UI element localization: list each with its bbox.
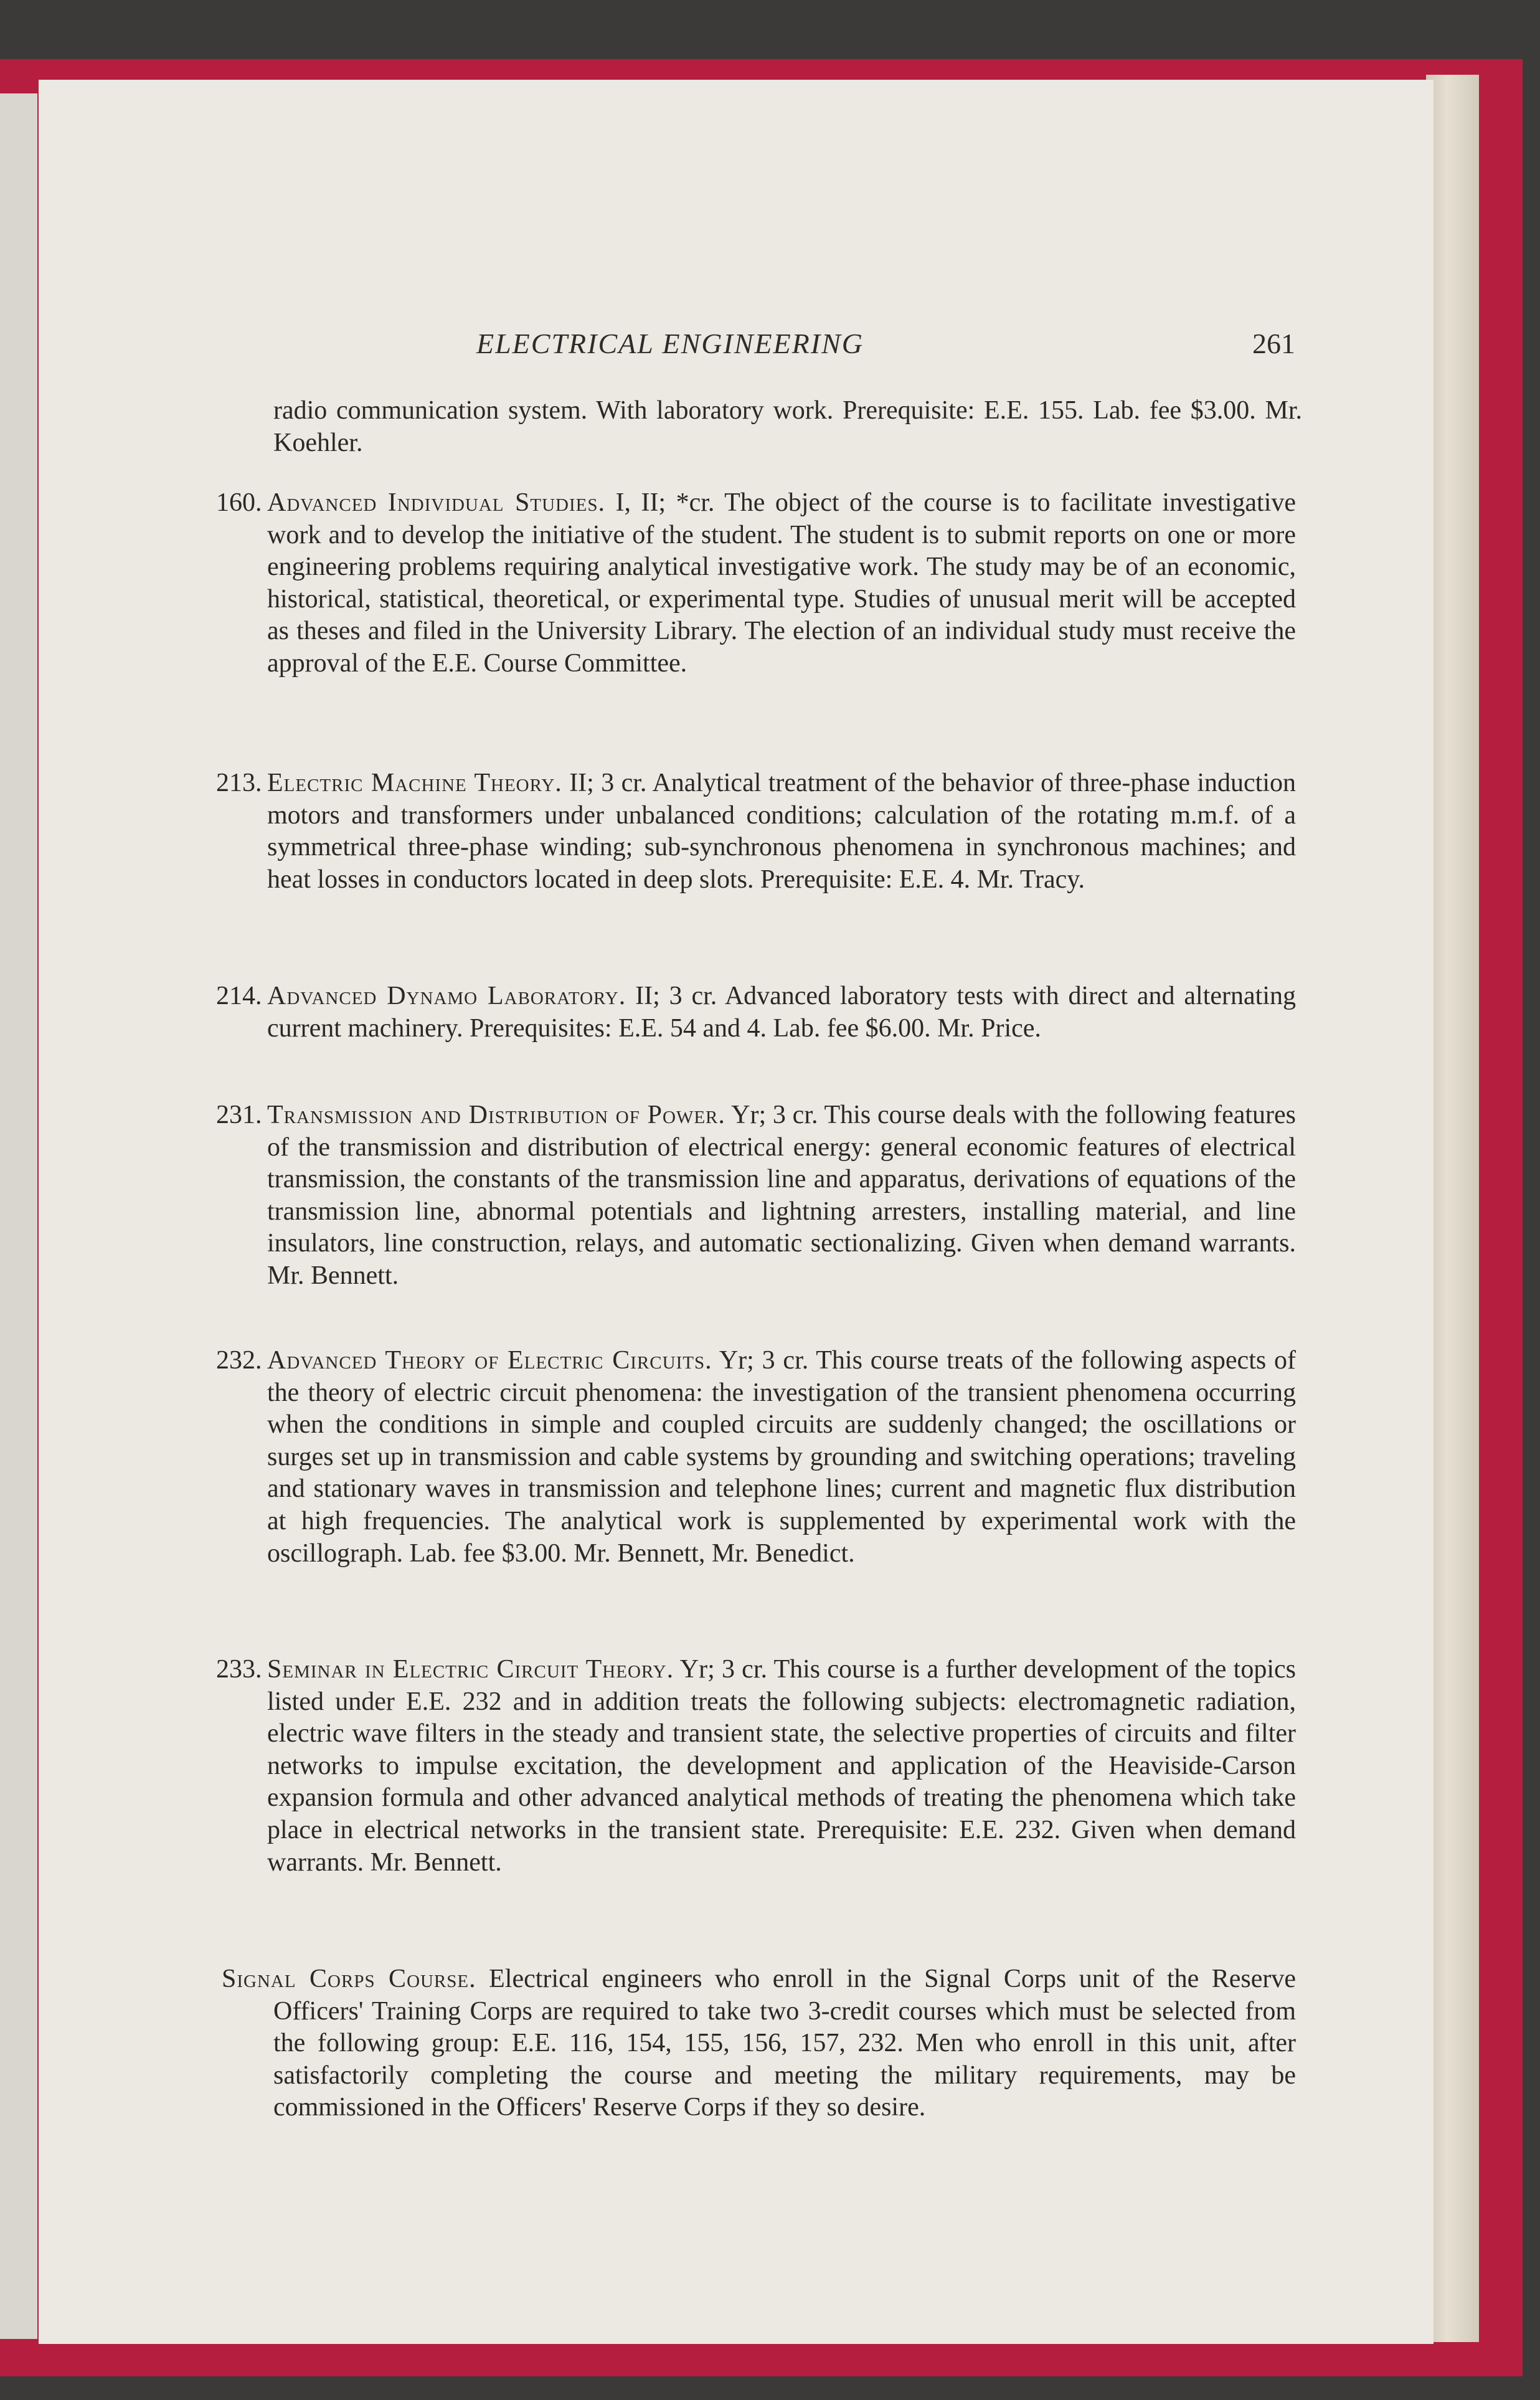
page-number: 261	[1252, 328, 1295, 359]
course-body: II; 3 cr. Analytical treatment of the behavior of three-phase induction motors and transformers under unbalanced conditions; calculation of the rotating m.m.f. of a symmetrical three-phase winding; sub-synchronous phenomena in synchronous machines; and heat losses in conductors located in deep slots. Prerequisite: E.E. 4. Mr. Tracy.	[267, 769, 1297, 894]
signal-corps-body: Electrical engineers who enroll in the Signal Corps unit of the Reserve Officers' Training Corps are required to take two 3-credit courses which must be selected from the following group: E.E. 116, 154, 155, 156, 157, 232. Men who enroll in this unit, after satisfactorily completing the course and meeting the military requirements, may be commissioned in the Officers' Reserve Corps if they so desire.	[273, 1965, 1297, 2122]
course-entry	[216, 1345, 1296, 1570]
course-entry	[216, 1654, 1296, 1879]
course-title: Advanced Theory of Electric Circuits.	[267, 1346, 712, 1375]
course-number: 231.	[216, 1101, 262, 1129]
running-header: ELECTRICAL ENGINEERING	[476, 328, 864, 359]
course-number: 233.	[216, 1655, 262, 1684]
course-number: 232.	[216, 1346, 262, 1375]
course-number: 214.	[216, 982, 262, 1010]
course-body: Yr; 3 cr. This course treats of the following aspects of the theory of electric circuit phenomena: the investigation of the transient phenomena occurring when the conditions in simple and coupled circuits are suddenly changed; the oscillations or surges set up in transmission and cable systems by grounding and switching operations; traveling and stationary waves in transmission and telephone lines; current and magnetic flux distribution at high frequencies. The analytical work is supplemented by experimental work with the oscillograph. Lab. fee $3.00. Mr. Bennett, Mr. Benedict.	[267, 1346, 1296, 1568]
course-title: Electric Machine Theory.	[267, 769, 562, 797]
previous-page-edge	[0, 93, 37, 2339]
course-title: Transmission and Distribution of Power.	[267, 1101, 725, 1129]
course-number: 213.	[216, 769, 262, 797]
course-title: Advanced Dynamo Laboratory.	[267, 982, 626, 1010]
course-body: I, II; *cr. The object of the course is to facilitate investigative work and to develop the initiative of the student. The student is to submit reports on one or more engineering problems requiring analytical investigative work. The study may be of an economic, historical, statistical, theoretical, or experimental type. Studies of unusual merit will be accepted as theses and filed in the University Library. The election of an individual study must receive the approval of the E.E. Course Committee.	[267, 488, 1297, 678]
signal-corps-title: Signal Corps Course.	[222, 1965, 476, 1993]
course-title: Seminar in Electric Circuit Theory.	[267, 1655, 674, 1684]
course-body: II; 3 cr. Advanced laboratory tests with direct and alternating current machinery. Prerequisites: E.E. 54 and 4. Lab. fee $6.00. Mr. Price.	[267, 982, 1296, 1043]
course-number: 160.	[216, 488, 262, 517]
book-page	[39, 80, 1434, 2344]
course-body: Yr; 3 cr. This course is a further development of the topics listed under E.E. 232 and in addition treats the following subjects: electromagnetic radiation, electric wave filters in the steady and transient state, the selective properties of circuits and filter networks to impulse excitation, the development and application of the Heaviside-Carson expansion formula and other advanced analytical methods of treating the phenomena which take place in electrical networks in the transient state. Prerequisite: E.E. 232. Given when demand warrants. Mr. Bennett.	[267, 1655, 1296, 1877]
course-entry	[216, 767, 1297, 896]
intro-paragraph: radio communication system. With laboratory work. Prerequisite: E.E. 155. Lab. fee $3.00. Mr. Koehler.	[273, 396, 1302, 457]
course-entry	[216, 1099, 1296, 1292]
course-entry	[216, 980, 1296, 1045]
course-entry	[216, 487, 1297, 680]
course-title: Advanced Individual Studies.	[267, 488, 605, 517]
signal-corps-paragraph	[222, 1963, 1296, 2124]
page-stack-edge	[1426, 75, 1479, 2342]
course-body: Yr; 3 cr. This course deals with the following features of the transmission and distribution of electrical energy: general economic features of electrical transmission, the constants of the transmission line and apparatus, derivations of equations of the transmission line, abnormal potentials and lightning arresters, installing material, and line insulators, line construction, relays, and automatic sectionalizing. Given when demand warrants. Mr. Bennett.	[267, 1101, 1296, 1290]
